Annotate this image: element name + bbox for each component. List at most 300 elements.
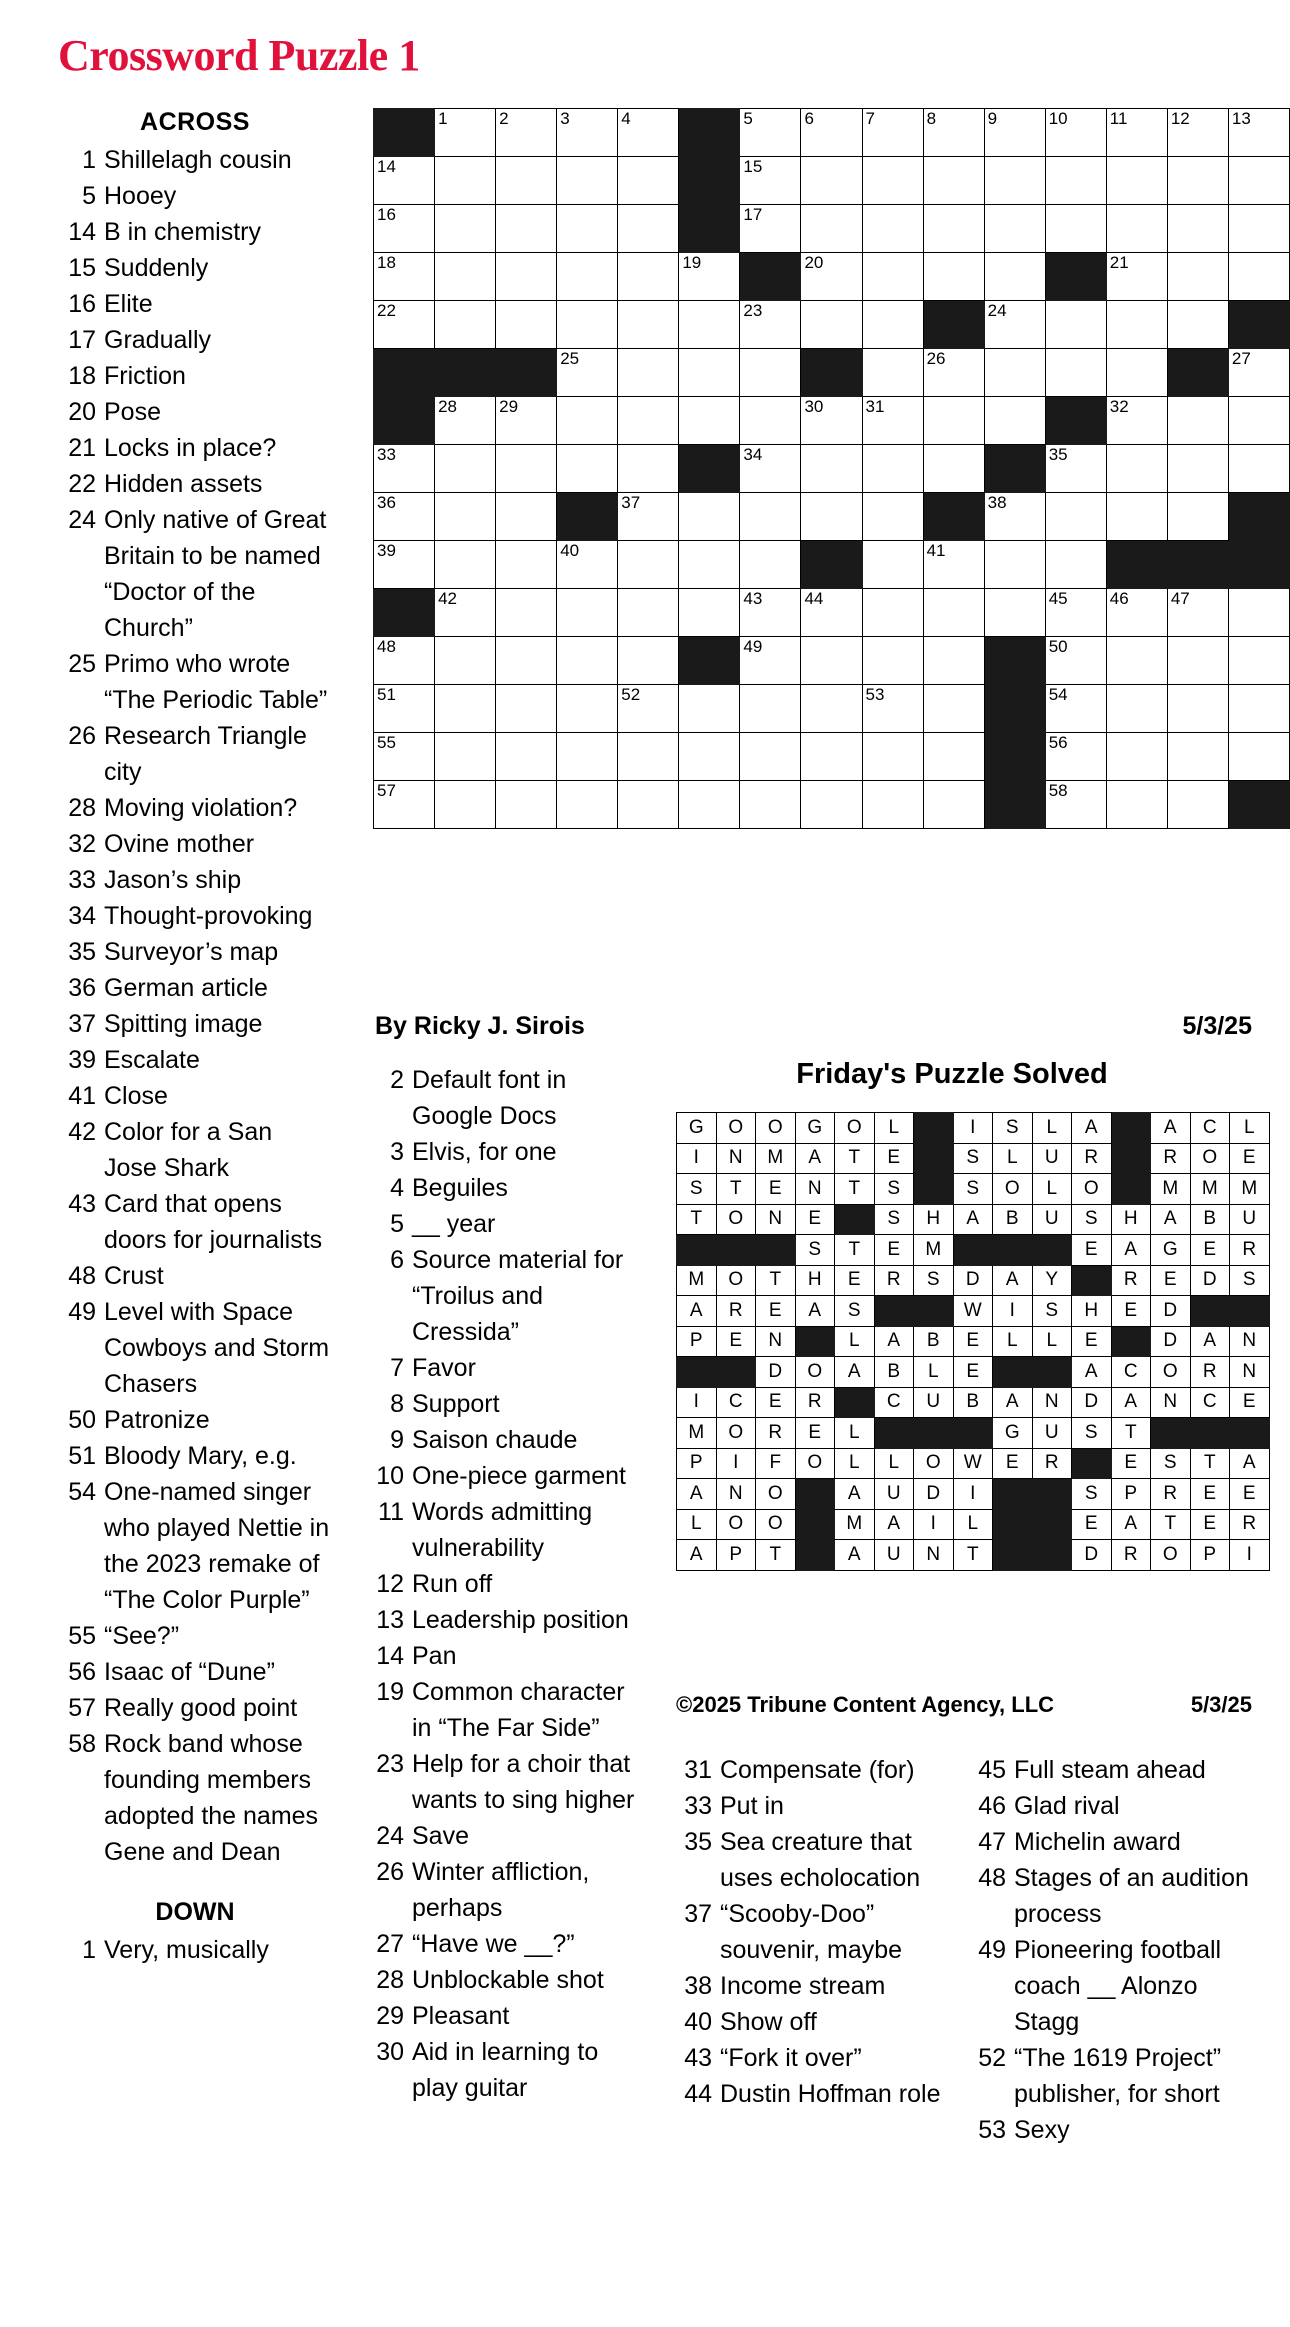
- grid-cell[interactable]: [435, 109, 496, 157]
- grid-cell[interactable]: [1228, 685, 1289, 733]
- solved-letter: S: [1151, 1448, 1191, 1479]
- solved-letter: E: [756, 1174, 796, 1205]
- grid-cell[interactable]: [801, 301, 862, 349]
- grid-cell[interactable]: [1167, 157, 1228, 205]
- grid-cell[interactable]: [557, 349, 618, 397]
- grid-cell[interactable]: [923, 733, 984, 781]
- grid-cell[interactable]: [1228, 637, 1289, 685]
- solved-letter: O: [716, 1204, 756, 1235]
- grid-row: [374, 253, 1290, 301]
- grid-cell[interactable]: [435, 781, 496, 829]
- grid-cell[interactable]: [618, 253, 679, 301]
- grid-cell[interactable]: [374, 637, 435, 685]
- grid-cell[interactable]: [862, 109, 923, 157]
- grid-cell-number: 45: [1048, 589, 1068, 608]
- down-clue-list-1: [60, 1932, 330, 1968]
- clue-text: Pleasant: [412, 2002, 510, 2030]
- grid-cell[interactable]: [435, 157, 496, 205]
- grid-cell[interactable]: [1167, 589, 1228, 637]
- grid-cell[interactable]: [618, 637, 679, 685]
- solved-letter: E: [795, 1418, 835, 1449]
- clue-text: Gradually: [104, 326, 211, 354]
- grid-cell[interactable]: [618, 781, 679, 829]
- grid-cell[interactable]: [496, 301, 557, 349]
- grid-cell[interactable]: [1106, 589, 1167, 637]
- clue-number: 46: [978, 1792, 1006, 1820]
- clue-text: Save: [412, 1822, 469, 1850]
- grid-cell[interactable]: [1045, 349, 1106, 397]
- solved-block: [1230, 1418, 1270, 1449]
- solved-letter: L: [835, 1448, 875, 1479]
- grid-cell[interactable]: [1106, 445, 1167, 493]
- solved-block: [1032, 1357, 1072, 1388]
- grid-cell[interactable]: [923, 685, 984, 733]
- grid-cell[interactable]: [496, 541, 557, 589]
- grid-cell[interactable]: [923, 541, 984, 589]
- solved-letter: R: [1072, 1143, 1112, 1174]
- clue-text: Winter affliction, perhaps: [412, 1858, 590, 1922]
- grid-cell[interactable]: [496, 781, 557, 829]
- grid-cell[interactable]: [1045, 541, 1106, 589]
- grid-cell[interactable]: [435, 637, 496, 685]
- grid-cell-number: 25: [560, 349, 580, 368]
- grid-cell[interactable]: [557, 157, 618, 205]
- grid-cell[interactable]: [862, 781, 923, 829]
- grid-cell[interactable]: [374, 301, 435, 349]
- grid-cell[interactable]: [435, 205, 496, 253]
- grid-cell[interactable]: [801, 781, 862, 829]
- grid-row: [374, 397, 1290, 445]
- clue-number: 47: [978, 1828, 1006, 1856]
- grid-cell[interactable]: [374, 685, 435, 733]
- clue-number: 18: [68, 362, 96, 390]
- grid-cell[interactable]: [618, 397, 679, 445]
- grid-cell[interactable]: [740, 589, 801, 637]
- grid-cell[interactable]: [862, 157, 923, 205]
- solved-block: [1190, 1296, 1230, 1327]
- grid-cell[interactable]: [374, 253, 435, 301]
- clue-text: Isaac of “Dune”: [104, 1658, 275, 1686]
- grid-cell[interactable]: [1045, 733, 1106, 781]
- grid-cell[interactable]: [801, 589, 862, 637]
- grid-cell[interactable]: [1228, 445, 1289, 493]
- solved-letter: L: [1032, 1174, 1072, 1205]
- grid-cell[interactable]: [374, 781, 435, 829]
- across-clue-item: [60, 394, 330, 430]
- solved-letter: E: [1111, 1448, 1151, 1479]
- grid-cell[interactable]: [557, 589, 618, 637]
- grid-cell[interactable]: [557, 781, 618, 829]
- grid-cell[interactable]: [1228, 253, 1289, 301]
- grid-cell[interactable]: [1045, 205, 1106, 253]
- grid-cell[interactable]: [435, 301, 496, 349]
- grid-cell[interactable]: [801, 445, 862, 493]
- solved-letter: O: [716, 1265, 756, 1296]
- grid-cell[interactable]: [984, 349, 1045, 397]
- grid-cell[interactable]: [1106, 109, 1167, 157]
- grid-cell[interactable]: [801, 637, 862, 685]
- solved-letter: P: [1111, 1479, 1151, 1510]
- solved-letter: R: [1111, 1540, 1151, 1571]
- solved-letter: A: [795, 1296, 835, 1327]
- clue-text: Moving violation?: [104, 794, 298, 822]
- grid-cell[interactable]: [801, 109, 862, 157]
- solved-letter: E: [1190, 1509, 1230, 1540]
- grid-cell[interactable]: [435, 685, 496, 733]
- grid-cell-number: 4: [621, 109, 631, 128]
- grid-cell[interactable]: [984, 493, 1045, 541]
- grid-cell[interactable]: [496, 445, 557, 493]
- grid-cell[interactable]: [801, 397, 862, 445]
- grid-cell[interactable]: [496, 685, 557, 733]
- grid-cell[interactable]: [1167, 205, 1228, 253]
- across-clue-item: [60, 1078, 330, 1114]
- grid-cell[interactable]: [862, 349, 923, 397]
- solved-row: [677, 1387, 1270, 1418]
- grid-cell[interactable]: [679, 781, 740, 829]
- grid-cell[interactable]: [984, 253, 1045, 301]
- grid-cell[interactable]: [557, 685, 618, 733]
- solved-row: [677, 1143, 1270, 1174]
- solved-letter: O: [1151, 1540, 1191, 1571]
- grid-cell[interactable]: [618, 205, 679, 253]
- solved-letter: B: [1190, 1204, 1230, 1235]
- grid-cell[interactable]: [1167, 685, 1228, 733]
- grid-cell[interactable]: [862, 685, 923, 733]
- solved-letter: S: [1072, 1479, 1112, 1510]
- grid-cell[interactable]: [1167, 301, 1228, 349]
- grid-block: [984, 781, 1045, 829]
- across-clue-item: [60, 358, 330, 394]
- grid-cell[interactable]: [984, 109, 1045, 157]
- solved-letter: U: [914, 1387, 954, 1418]
- grid-cell[interactable]: [496, 109, 557, 157]
- grid-cell[interactable]: [923, 349, 984, 397]
- grid-cell[interactable]: [862, 397, 923, 445]
- grid-cell[interactable]: [740, 541, 801, 589]
- solved-block: [914, 1174, 954, 1205]
- grid-cell[interactable]: [557, 109, 618, 157]
- down-clue-item: [368, 1134, 636, 1170]
- grid-cell[interactable]: [740, 205, 801, 253]
- grid-cell[interactable]: [1106, 301, 1167, 349]
- grid-cell[interactable]: [801, 733, 862, 781]
- grid-cell[interactable]: [679, 253, 740, 301]
- grid-cell[interactable]: [862, 205, 923, 253]
- grid-cell[interactable]: [740, 733, 801, 781]
- grid-cell[interactable]: [984, 301, 1045, 349]
- grid-cell[interactable]: [618, 733, 679, 781]
- grid-cell[interactable]: [1167, 493, 1228, 541]
- solved-block: [1072, 1265, 1112, 1296]
- grid-cell-number: 28: [438, 397, 457, 416]
- grid-row: [374, 637, 1290, 685]
- grid-cell[interactable]: [862, 301, 923, 349]
- grid-cell-number: 11: [1109, 109, 1128, 128]
- grid-cell[interactable]: [618, 109, 679, 157]
- grid-cell[interactable]: [862, 589, 923, 637]
- grid-cell[interactable]: [1167, 397, 1228, 445]
- solved-letter: O: [756, 1479, 796, 1510]
- grid-cell[interactable]: [801, 157, 862, 205]
- grid-cell[interactable]: [374, 493, 435, 541]
- solved-letter: N: [914, 1540, 954, 1571]
- grid-cell[interactable]: [1167, 637, 1228, 685]
- grid-cell[interactable]: [1167, 733, 1228, 781]
- grid-cell-number: 53: [865, 685, 885, 704]
- solved-letter: T: [1151, 1509, 1191, 1540]
- grid-cell[interactable]: [496, 733, 557, 781]
- grid-cell[interactable]: [801, 493, 862, 541]
- grid-cell[interactable]: [1106, 157, 1167, 205]
- solved-letter: A: [795, 1143, 835, 1174]
- clue-text: Jason’s ship: [104, 866, 242, 894]
- grid-cell[interactable]: [740, 349, 801, 397]
- grid-cell[interactable]: [679, 397, 740, 445]
- clue-text: Source material for “Troilus and Cressida”: [412, 1246, 624, 1346]
- grid-cell[interactable]: [679, 349, 740, 397]
- clue-number: 39: [68, 1046, 96, 1074]
- grid-cell[interactable]: [1167, 781, 1228, 829]
- down-clue-item: [676, 2076, 946, 2112]
- grid-cell-number: 22: [377, 301, 396, 320]
- grid-cell[interactable]: [679, 301, 740, 349]
- grid-cell[interactable]: [374, 157, 435, 205]
- solved-letter: I: [953, 1113, 993, 1144]
- grid-cell[interactable]: [557, 541, 618, 589]
- clue-text: Full steam ahead: [1014, 1756, 1206, 1784]
- grid-cell[interactable]: [435, 589, 496, 637]
- grid-cell[interactable]: [679, 589, 740, 637]
- clue-text: One-piece garment: [412, 1462, 627, 1490]
- grid-cell[interactable]: [923, 781, 984, 829]
- grid-cell[interactable]: [740, 109, 801, 157]
- grid-cell[interactable]: [1045, 589, 1106, 637]
- across-clue-item: [60, 862, 330, 898]
- grid-cell[interactable]: [496, 253, 557, 301]
- grid-cell[interactable]: [984, 205, 1045, 253]
- grid-cell[interactable]: [496, 637, 557, 685]
- grid-cell[interactable]: [496, 397, 557, 445]
- grid-cell[interactable]: [435, 541, 496, 589]
- grid-cell[interactable]: [984, 589, 1045, 637]
- grid-cell-number: 5: [743, 109, 753, 128]
- grid-cell[interactable]: [923, 157, 984, 205]
- clue-text: Glad rival: [1014, 1792, 1120, 1820]
- grid-cell[interactable]: [679, 685, 740, 733]
- grid-cell[interactable]: [496, 493, 557, 541]
- clue-text: Suddenly: [104, 254, 209, 282]
- grid-cell[interactable]: [374, 205, 435, 253]
- grid-cell[interactable]: [1228, 205, 1289, 253]
- grid-cell[interactable]: [862, 253, 923, 301]
- grid-cell-number: 27: [1231, 349, 1251, 368]
- grid-cell[interactable]: [1045, 781, 1106, 829]
- grid-cell[interactable]: [1106, 349, 1167, 397]
- down-clue-item: [368, 1458, 636, 1494]
- grid-cell[interactable]: [618, 541, 679, 589]
- across-clue-column: [60, 104, 330, 1968]
- grid-cell[interactable]: [1045, 637, 1106, 685]
- grid-cell[interactable]: [557, 637, 618, 685]
- grid-cell[interactable]: [1228, 109, 1289, 157]
- down-clue-item: [676, 1752, 946, 1788]
- grid-cell[interactable]: [923, 397, 984, 445]
- grid-cell[interactable]: [1167, 445, 1228, 493]
- grid-cell[interactable]: [496, 157, 557, 205]
- grid-cell-number: 14: [377, 157, 396, 176]
- grid-cell[interactable]: [557, 733, 618, 781]
- solved-letter: S: [1072, 1418, 1112, 1449]
- grid-cell[interactable]: [1045, 157, 1106, 205]
- grid-cell[interactable]: [1106, 205, 1167, 253]
- grid-cell[interactable]: [1106, 493, 1167, 541]
- grid-block: [374, 589, 435, 637]
- grid-cell[interactable]: [801, 685, 862, 733]
- solved-row: [677, 1357, 1270, 1388]
- grid-cell[interactable]: [1106, 685, 1167, 733]
- solved-letter: C: [874, 1387, 914, 1418]
- grid-cell[interactable]: [618, 301, 679, 349]
- grid-cell[interactable]: [435, 445, 496, 493]
- grid-cell[interactable]: [618, 445, 679, 493]
- down-clue-item: [970, 1932, 1250, 2040]
- grid-cell-number: 57: [377, 781, 396, 800]
- grid-cell[interactable]: [435, 397, 496, 445]
- grid-cell[interactable]: [374, 541, 435, 589]
- grid-cell[interactable]: [1167, 253, 1228, 301]
- grid-cell[interactable]: [679, 493, 740, 541]
- grid-cell[interactable]: [435, 733, 496, 781]
- grid-cell[interactable]: [679, 541, 740, 589]
- grid-cell[interactable]: [923, 109, 984, 157]
- grid-cell[interactable]: [740, 301, 801, 349]
- grid-cell-number: 43: [743, 589, 763, 608]
- grid-cell[interactable]: [557, 445, 618, 493]
- solved-letter: U: [1032, 1143, 1072, 1174]
- grid-cell[interactable]: [923, 445, 984, 493]
- solved-letter: S: [914, 1265, 954, 1296]
- grid-cell[interactable]: [1106, 253, 1167, 301]
- solved-letter: I: [953, 1479, 993, 1510]
- grid-block: [1045, 397, 1106, 445]
- grid-cell[interactable]: [1045, 109, 1106, 157]
- grid-cell[interactable]: [862, 445, 923, 493]
- grid-cell[interactable]: [740, 157, 801, 205]
- solved-letter: O: [716, 1509, 756, 1540]
- grid-cell[interactable]: [618, 157, 679, 205]
- grid-cell[interactable]: [374, 445, 435, 493]
- grid-cell[interactable]: [557, 253, 618, 301]
- grid-cell[interactable]: [740, 637, 801, 685]
- solved-letter: S: [1072, 1204, 1112, 1235]
- grid-cell[interactable]: [557, 301, 618, 349]
- grid-cell[interactable]: [801, 205, 862, 253]
- grid-cell[interactable]: [862, 733, 923, 781]
- grid-cell[interactable]: [1045, 445, 1106, 493]
- grid-cell[interactable]: [862, 541, 923, 589]
- grid-cell-number: 44: [804, 589, 824, 608]
- solved-block: [1111, 1326, 1151, 1357]
- across-clue-item: [60, 1006, 330, 1042]
- grid-cell[interactable]: [923, 589, 984, 637]
- grid-cell[interactable]: [618, 349, 679, 397]
- grid-cell[interactable]: [618, 493, 679, 541]
- solved-letter: R: [874, 1265, 914, 1296]
- grid-cell[interactable]: [496, 589, 557, 637]
- grid-cell[interactable]: [679, 733, 740, 781]
- grid-cell[interactable]: [862, 637, 923, 685]
- grid-cell[interactable]: [984, 541, 1045, 589]
- across-clue-item: [60, 934, 330, 970]
- grid-cell[interactable]: [557, 397, 618, 445]
- grid-cell[interactable]: [801, 253, 862, 301]
- solved-letter: O: [756, 1113, 796, 1144]
- clue-text: Saison chaude: [412, 1426, 578, 1454]
- grid-cell[interactable]: [1106, 733, 1167, 781]
- grid-cell[interactable]: [618, 589, 679, 637]
- solved-block: [1072, 1448, 1112, 1479]
- grid-cell-number: 23: [743, 301, 763, 320]
- grid-cell[interactable]: [923, 253, 984, 301]
- clue-number: 33: [684, 1792, 712, 1820]
- clue-text: Surveyor’s map: [104, 938, 279, 966]
- clue-text: Spitting image: [104, 1010, 263, 1038]
- grid-cell[interactable]: [1045, 301, 1106, 349]
- grid-cell[interactable]: [923, 205, 984, 253]
- solved-block: [716, 1235, 756, 1266]
- crossword-grid[interactable]: [373, 108, 1290, 829]
- solved-block: [874, 1418, 914, 1449]
- grid-cell[interactable]: [1045, 685, 1106, 733]
- grid-cell[interactable]: [740, 781, 801, 829]
- grid-cell[interactable]: [740, 685, 801, 733]
- grid-cell[interactable]: [1228, 397, 1289, 445]
- grid-cell[interactable]: [740, 493, 801, 541]
- clue-number: 54: [68, 1478, 96, 1506]
- solved-letter: H: [1072, 1296, 1112, 1327]
- grid-cell[interactable]: [557, 205, 618, 253]
- grid-cell[interactable]: [374, 733, 435, 781]
- grid-cell[interactable]: [1228, 157, 1289, 205]
- grid-cell[interactable]: [496, 205, 557, 253]
- grid-cell[interactable]: [740, 397, 801, 445]
- grid-cell[interactable]: [1045, 493, 1106, 541]
- solved-letter: H: [795, 1265, 835, 1296]
- solved-letter: I: [716, 1448, 756, 1479]
- grid-cell[interactable]: [1106, 637, 1167, 685]
- grid-cell[interactable]: [984, 397, 1045, 445]
- grid-cell[interactable]: [984, 157, 1045, 205]
- grid-cell[interactable]: [740, 445, 801, 493]
- grid-cell[interactable]: [1167, 109, 1228, 157]
- grid-cell[interactable]: [435, 253, 496, 301]
- clue-number: 49: [68, 1298, 96, 1326]
- grid-cell[interactable]: [1106, 397, 1167, 445]
- down-clue-item: [368, 1998, 636, 2034]
- grid-cell[interactable]: [618, 685, 679, 733]
- grid-cell[interactable]: [1228, 733, 1289, 781]
- grid-cell[interactable]: [862, 493, 923, 541]
- grid-cell[interactable]: [435, 493, 496, 541]
- grid-cell[interactable]: [1106, 781, 1167, 829]
- grid-cell[interactable]: [1228, 349, 1289, 397]
- solved-letter: M: [677, 1265, 717, 1296]
- solved-letter: C: [1190, 1387, 1230, 1418]
- grid-cell[interactable]: [923, 637, 984, 685]
- grid-block: [435, 349, 496, 397]
- grid-cell[interactable]: [1228, 589, 1289, 637]
